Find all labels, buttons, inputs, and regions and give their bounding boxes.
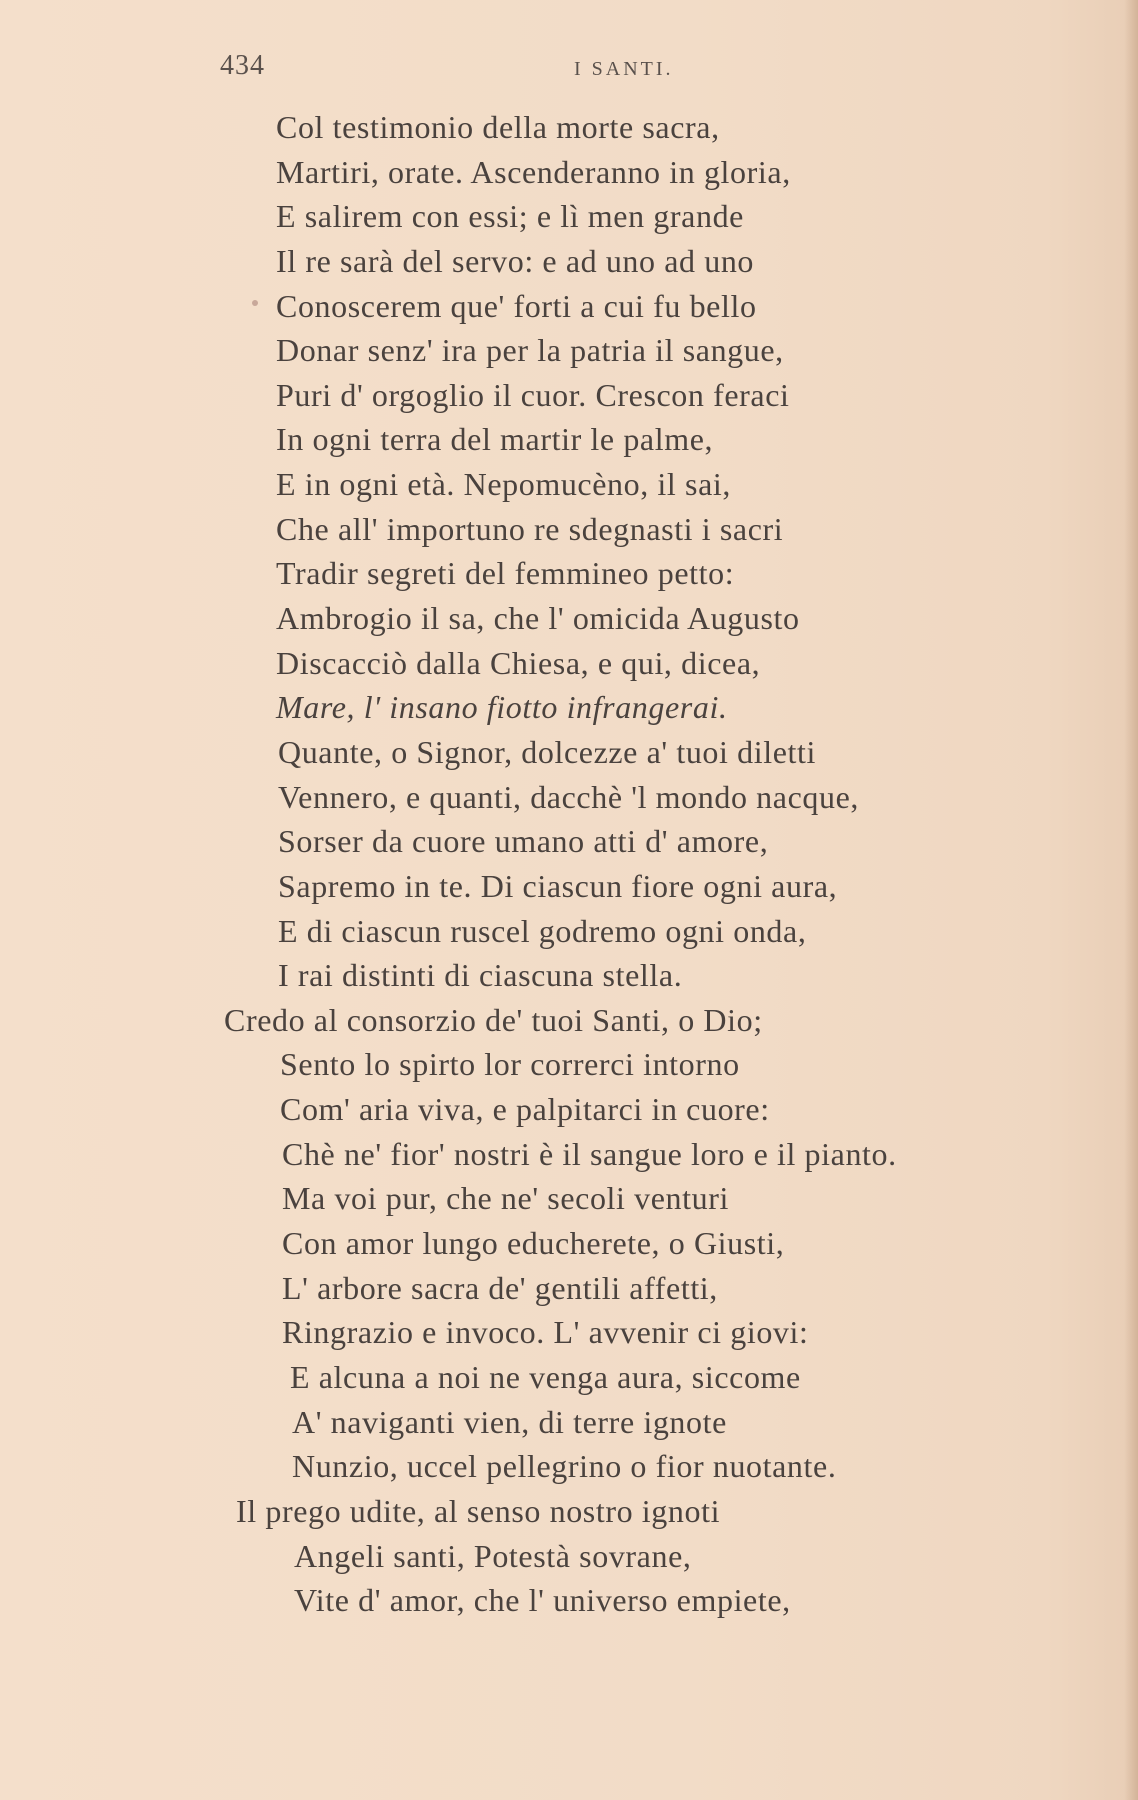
poem-line: L' arbore sacra de' gentili affetti, <box>282 1269 718 1306</box>
poem-line: Conoscerem que' forti a cui fu bello <box>276 287 757 324</box>
poem-line: Nunzio, uccel pellegrino o fior nuotante. <box>292 1448 837 1485</box>
poem-line: Ma voi pur, che ne' secoli venturi <box>282 1180 729 1217</box>
poem-line: Com' aria viva, e palpitarci in cuore: <box>280 1091 770 1128</box>
poem-line: Con amor lungo educherete, o Giusti, <box>282 1225 785 1262</box>
poem-line: A' naviganti vien, di terre ignote <box>292 1403 727 1440</box>
poem-line: Il re sarà del servo: e ad uno ad uno <box>276 242 755 279</box>
poem-line: Sorser da cuore umano atti d' amore, <box>278 823 769 860</box>
poem-line: Il prego udite, al senso nostro ignoti <box>236 1492 721 1529</box>
poem-text <box>0 105 1138 1623</box>
running-head <box>0 50 1138 90</box>
poem-line: Angeli santi, Potestà sovrane, <box>294 1537 692 1574</box>
poem-line: Ambrogio il sa, che l' omicida Augusto <box>276 600 800 637</box>
poem-line: E salirem con essi; e lì men grande <box>276 198 744 235</box>
poem-line: Donar senz' ira per la patria il sangue, <box>276 332 784 369</box>
poem-line: Col testimonio della morte sacra, <box>276 109 720 145</box>
poem-line: Puri d' orgoglio il cuor. Crescon feraci <box>276 376 790 413</box>
poem-line: Vite d' amor, che l' universo empiete, <box>294 1582 791 1619</box>
poem-line: Sapremo in te. Di ciascun fiore ogni aura, <box>278 867 838 904</box>
poem-line: Discacciò dalla Chiesa, e qui, dicea, <box>276 644 761 681</box>
poem-line: E in ogni età. Nepomucèno, il sai, <box>276 466 731 503</box>
poem-line: E di ciascun ruscel godremo ogni onda, <box>278 912 807 949</box>
poem-line-italic: Mare, l' insano fiotto infrangerai. <box>276 689 728 726</box>
poem-line: Chè ne' fior' nostri è il sangue loro e il pianto. <box>282 1135 897 1172</box>
poem-line: Sento lo spirto lor correrci intorno <box>280 1046 740 1083</box>
poem-line: E alcuna a noi ne venga aura, siccome <box>290 1358 801 1395</box>
poem-line: In ogni terra del martir le palme, <box>276 421 714 458</box>
page-number: 434 <box>220 50 265 81</box>
poem-line: Martiri, orate. Ascenderanno in gloria, <box>276 153 791 190</box>
poem-line: I rai distinti di ciascuna stella. <box>278 957 683 994</box>
poem-line: Ringrazio e invoco. L' avvenir ci giovi: <box>282 1314 809 1351</box>
poem-line: Quante, o Signor, dolcezze a' tuoi diletti <box>278 733 816 770</box>
poem-line: Tradir segreti del femmineo petto: <box>276 555 735 592</box>
poem-line: Credo al consorzio de' tuoi Santi, o Dio; <box>224 1001 763 1038</box>
poem-line: Che all' importuno re sdegnasti i sacri <box>276 510 784 547</box>
poem-line: Vennero, e quanti, dacchè 'l mondo nacque, <box>278 778 859 815</box>
running-title: I SANTI. <box>574 58 674 80</box>
